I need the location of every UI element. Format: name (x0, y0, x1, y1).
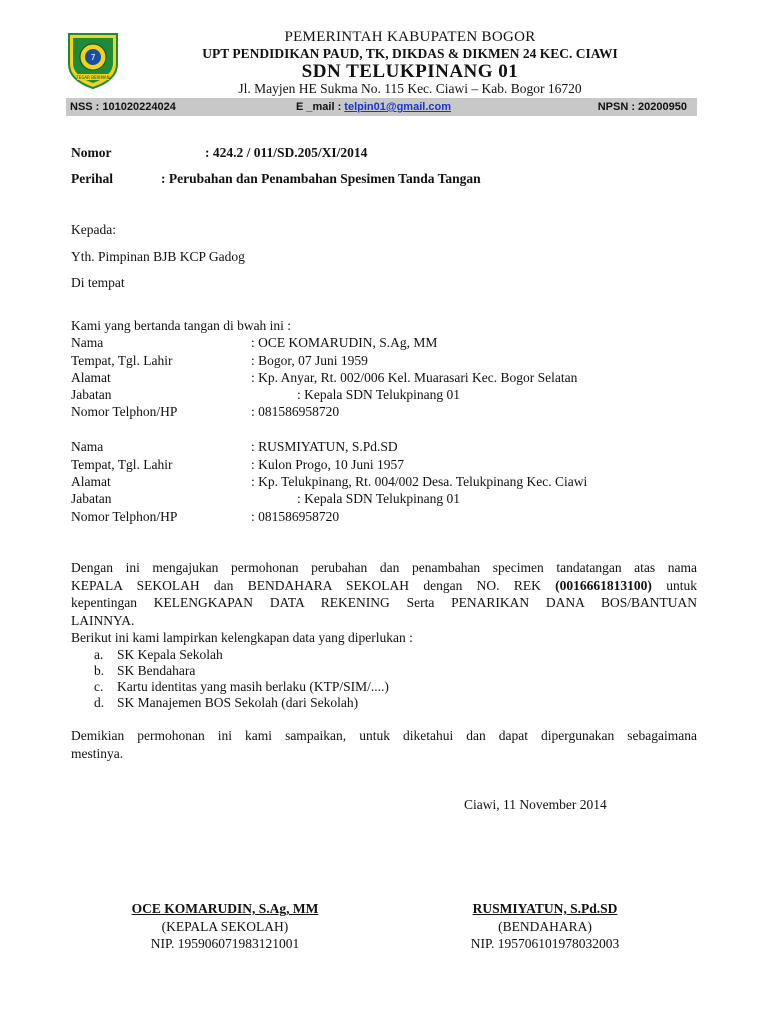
person1-alamat: : Kp. Anyar, Rt. 002/006 Kel. Muarasari Kec. Bogor Selatan (251, 370, 578, 385)
person2-nama-label: Nama (71, 439, 104, 454)
kepada-label: Kepada: (71, 222, 116, 237)
header-school-name: SDN TELUKPINANG 01 (301, 61, 519, 82)
closing-line-1: Demikian permohonan ini kami sampaikan, untuk diketahui dan dapat dipergunakan sebagaimana (71, 728, 697, 743)
logo-motto: TEGAR BERIMAN (76, 75, 110, 80)
nss-number: NSS : 101020224024 (70, 101, 176, 113)
list-item: Kartu identitas yang masih berlaku (KTP/SIM/....) (117, 679, 389, 694)
header-government: PEMERINTAH KABUPATEN BOGOR (284, 29, 536, 45)
person2-alamat: : Kp. Telukpinang, Rt. 004/002 Desa. Telukpinang Kec. Ciawi (251, 474, 588, 489)
recipient: Yth. Pimpinan BJB KCP Gadog (71, 249, 245, 264)
list-marker: c. (94, 679, 104, 694)
signatory-name: OCE KOMARUDIN, S.Ag, MM (131, 901, 319, 916)
person2-jabatan-label: Jabatan (71, 491, 112, 506)
list-marker: d. (94, 695, 105, 710)
person1-alamat-label: Alamat (71, 370, 111, 385)
person1-nama-label: Nama (71, 335, 104, 350)
person2-nama: : RUSMIYATUN, S.Pd.SD (251, 439, 398, 454)
person1-ttl: : Bogor, 07 Juni 1959 (251, 353, 368, 368)
person1-jabatan-label: Jabatan (71, 387, 112, 402)
di-tempat: Di tempat (71, 275, 125, 290)
request-line-2a: KEPALA SEKOLAH dan BENDAHARA SEKOLAH dengan NO. REK (71, 577, 556, 593)
signatory-nip: NIP. 195906071983121001 (150, 936, 300, 951)
person2-jabatan: : Kepala SDN Telukpinang 01 (297, 491, 461, 506)
regency-logo (67, 30, 119, 90)
closing-line-2: mestinya. (71, 745, 124, 761)
request-line-3: kepentingan KELENGKAPAN DATA REKENING Serta PENARIKAN DANA BOS/BANTUAN (71, 595, 697, 610)
list-marker: b. (94, 663, 105, 678)
header-address: Jl. Mayjen HE Sukma No. 115 Kec. Ciawi – Kab. Bogor 16720 (238, 81, 582, 96)
signatory-nip: NIP. 195706101978032003 (470, 936, 620, 951)
request-line-4: LAINNYA. (71, 612, 135, 628)
list-item: SK Bendahara (117, 663, 196, 678)
npsn-number: NPSN : 20200950 (597, 101, 687, 113)
list-item: SK Manajemen BOS Sekolah (dari Sekolah) (117, 695, 359, 710)
person2-ttl: : Kulon Progo, 10 Juni 1957 (251, 457, 405, 472)
letter-date: Ciawi, 11 November 2014 (464, 797, 607, 812)
perihal-label: Perihal (71, 171, 113, 186)
list-marker: a. (94, 647, 104, 662)
request-line-1: Dengan ini mengajukan permohonan perubahan dan penambahan specimen tandatangan atas nama (71, 560, 697, 575)
signatory-role: (KEPALA SEKOLAH) (161, 918, 289, 934)
signatory-role: (BENDAHARA) (498, 918, 592, 934)
email-label: E _mail : (296, 101, 345, 113)
intro-text: Kami yang bertanda tangan di bwah ini : (71, 318, 292, 333)
request-paragraph (71, 559, 697, 629)
person2-ttl-label: Tempat, Tgl. Lahir (71, 457, 173, 472)
shield-emblem-icon (67, 30, 119, 90)
header-office: UPT PENDIDIKAN PAUD, TK, DIKDAS & DIKMEN 24 KEC. CIAWI (202, 46, 618, 61)
signature-left (100, 900, 350, 953)
list-item: SK Kepala Sekolah (117, 647, 223, 662)
signature-right (420, 900, 670, 953)
attachment-intro: Berikut ini kami lampirkan kelengkapan data yang diperlukan : (71, 630, 413, 645)
person2-telp: : 081586958720 (251, 509, 340, 524)
person2-alamat-label: Alamat (71, 474, 111, 489)
person1-nama: : OCE KOMARUDIN, S.Ag, MM (251, 335, 438, 350)
svg-text:7: 7 (90, 53, 96, 62)
person1-jabatan: : Kepala SDN Telukpinang 01 (297, 387, 461, 402)
request-line-2b: untuk (651, 577, 697, 593)
account-number: (0016661813100) (555, 577, 652, 593)
closing-paragraph (71, 727, 697, 762)
nomor-value: : 424.2 / 011/SD.205/XI/2014 (205, 145, 368, 160)
person2-telp-label: Nomor Telphon/HP (71, 509, 178, 524)
person1-telp-label: Nomor Telphon/HP (71, 404, 178, 419)
header-info-bar (66, 98, 697, 116)
nomor-label: Nomor (71, 145, 112, 160)
request-line-2 (71, 577, 697, 595)
perihal-value: : Perubahan dan Penambahan Spesimen Tanda Tangan (161, 171, 481, 186)
signatory-name: RUSMIYATUN, S.Pd.SD (472, 901, 618, 916)
email-row (296, 98, 451, 116)
person1-telp: : 081586958720 (251, 404, 340, 419)
email-link[interactable]: telpin01@gmail.com (344, 101, 451, 113)
person1-ttl-label: Tempat, Tgl. Lahir (71, 353, 173, 368)
